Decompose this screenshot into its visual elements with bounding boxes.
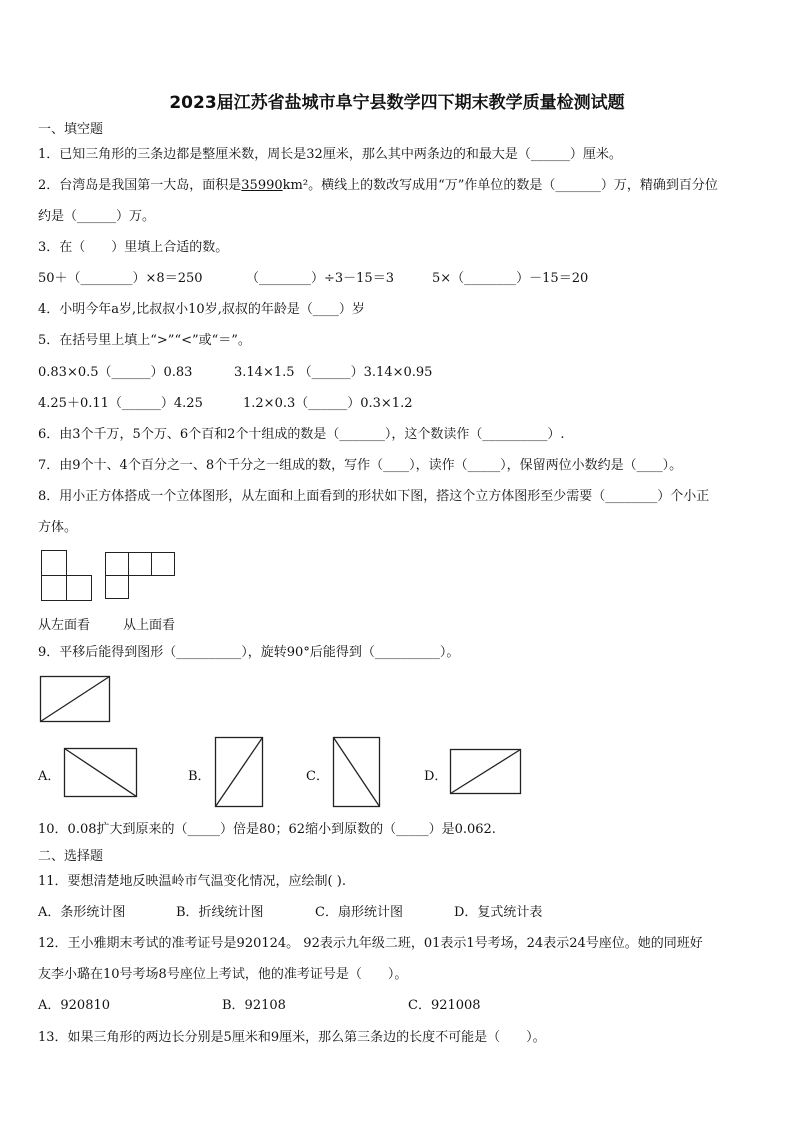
question-11: 11．要想清楚地反映温岭市气温变化情况，应绘制( ). <box>38 874 346 889</box>
question-9: 9．平移后能得到图形（__________），旋转90°后能得到（__________）。 <box>38 645 460 660</box>
q12-option-b: B．92108 <box>222 998 286 1013</box>
q2-text-b: 。横线上的数改写成用“万”作单位的数是（_______）万，精确到百分位 <box>308 178 718 193</box>
section-choice-heading: 二、选择题 <box>38 849 104 864</box>
q9-option-a-label: A． <box>38 769 61 784</box>
q9-option-d-figure <box>450 749 524 797</box>
q9-option-c-label: C． <box>306 769 329 784</box>
question-7: 7．由9个十、4个百分之一、8个千分之一组成的数，写作（____），读作（_____），保留两位小数约是（____）。 <box>38 458 683 473</box>
left-view-caption: 从左面看 <box>38 618 91 633</box>
question-6: 6．由3个千万，5个万、6个百和2个十组成的数是（_______），这个数读作（__________）. <box>38 427 565 442</box>
q11-option-c: C．扇形统计图 <box>315 905 403 920</box>
top-view-figure <box>105 552 177 602</box>
q5-compare-1: 0.83×0.5（______）0.83 <box>38 365 193 380</box>
question-4: 4．小明今年a岁,比叔叔小10岁,叔叔的年龄是（____）岁 <box>38 302 365 317</box>
question-1: 1．已知三角形的三条边都是整厘米数，周长是32厘米，那么其中两条边的和最大是（______）厘米。 <box>38 147 622 162</box>
q3-equation-2: （________）÷3－15＝3 <box>246 271 394 286</box>
question-2-line1 <box>38 178 718 194</box>
question-3: 3．在（ ）里填上合适的数。 <box>38 240 229 255</box>
q5-compare-3: 4.25＋0.11（______）4.25 <box>38 396 203 411</box>
q3-equation-1: 50＋（________）×8＝250 <box>38 271 203 286</box>
q2-text-a: 2．台湾岛是我国第一大岛，面积是 <box>38 178 242 193</box>
q11-option-b: B．折线统计图 <box>176 905 264 920</box>
q9-option-a-figure <box>64 748 140 800</box>
q11-option-d: D．复式统计表 <box>454 905 543 920</box>
q2-area-value: 35990 <box>241 178 283 193</box>
q12-option-c: C．921008 <box>408 998 481 1013</box>
question-2-line2: 约是（______）万。 <box>38 209 156 224</box>
question-10: 10．0.08扩大到原来的（_____）倍是80；62缩小到原数的（_____）是0.062. <box>38 822 496 837</box>
q9-option-d-label: D． <box>424 769 448 784</box>
left-view-figure <box>41 550 93 602</box>
q2-area-unit: km² <box>282 178 309 193</box>
q3-equation-3: 5×（________）－15＝20 <box>432 271 589 286</box>
question-13: 13．如果三角形的两边长分别是5厘米和9厘米，那么第三条边的长度不可能是（ ）。 <box>38 1030 546 1045</box>
question-12-line1: 12．王小雅期末考试的准考证号是920124。 92表示九年级二班，01表示1号考场，24表示24号座位。她的同班好 <box>38 936 703 951</box>
top-view-caption: 从上面看 <box>123 618 176 633</box>
question-8-line2: 方体。 <box>38 520 78 535</box>
question-12-line2: 友李小璐在10号考场8号座位上考试，他的准考证号是（ ）。 <box>38 967 408 982</box>
question-5: 5．在括号里上填上“>”“<”或“＝”。 <box>38 333 251 348</box>
q5-compare-2: 3.14×1.5 （______）3.14×0.95 <box>234 365 433 380</box>
q9-option-c-figure <box>333 737 383 809</box>
q9-option-b-figure <box>215 737 265 809</box>
q9-option-b-label: B． <box>188 769 211 784</box>
page-title: 2023届江苏省盐城市阜宁县数学四下期末教学质量检测试题 <box>169 93 625 113</box>
q9-original-figure <box>40 676 112 724</box>
q12-option-a: A．920810 <box>38 998 111 1013</box>
q11-option-a: A．条形统计图 <box>38 905 126 920</box>
q5-compare-4: 1.2×0.3（______）0.3×1.2 <box>243 396 413 411</box>
question-8-line1: 8．用小正方体搭成一个立体图形，从左面和上面看到的形状如下图，搭这个立方体图形至少需要（________）个小正 <box>38 489 710 504</box>
section-fill-blank-heading: 一、填空题 <box>38 122 104 137</box>
